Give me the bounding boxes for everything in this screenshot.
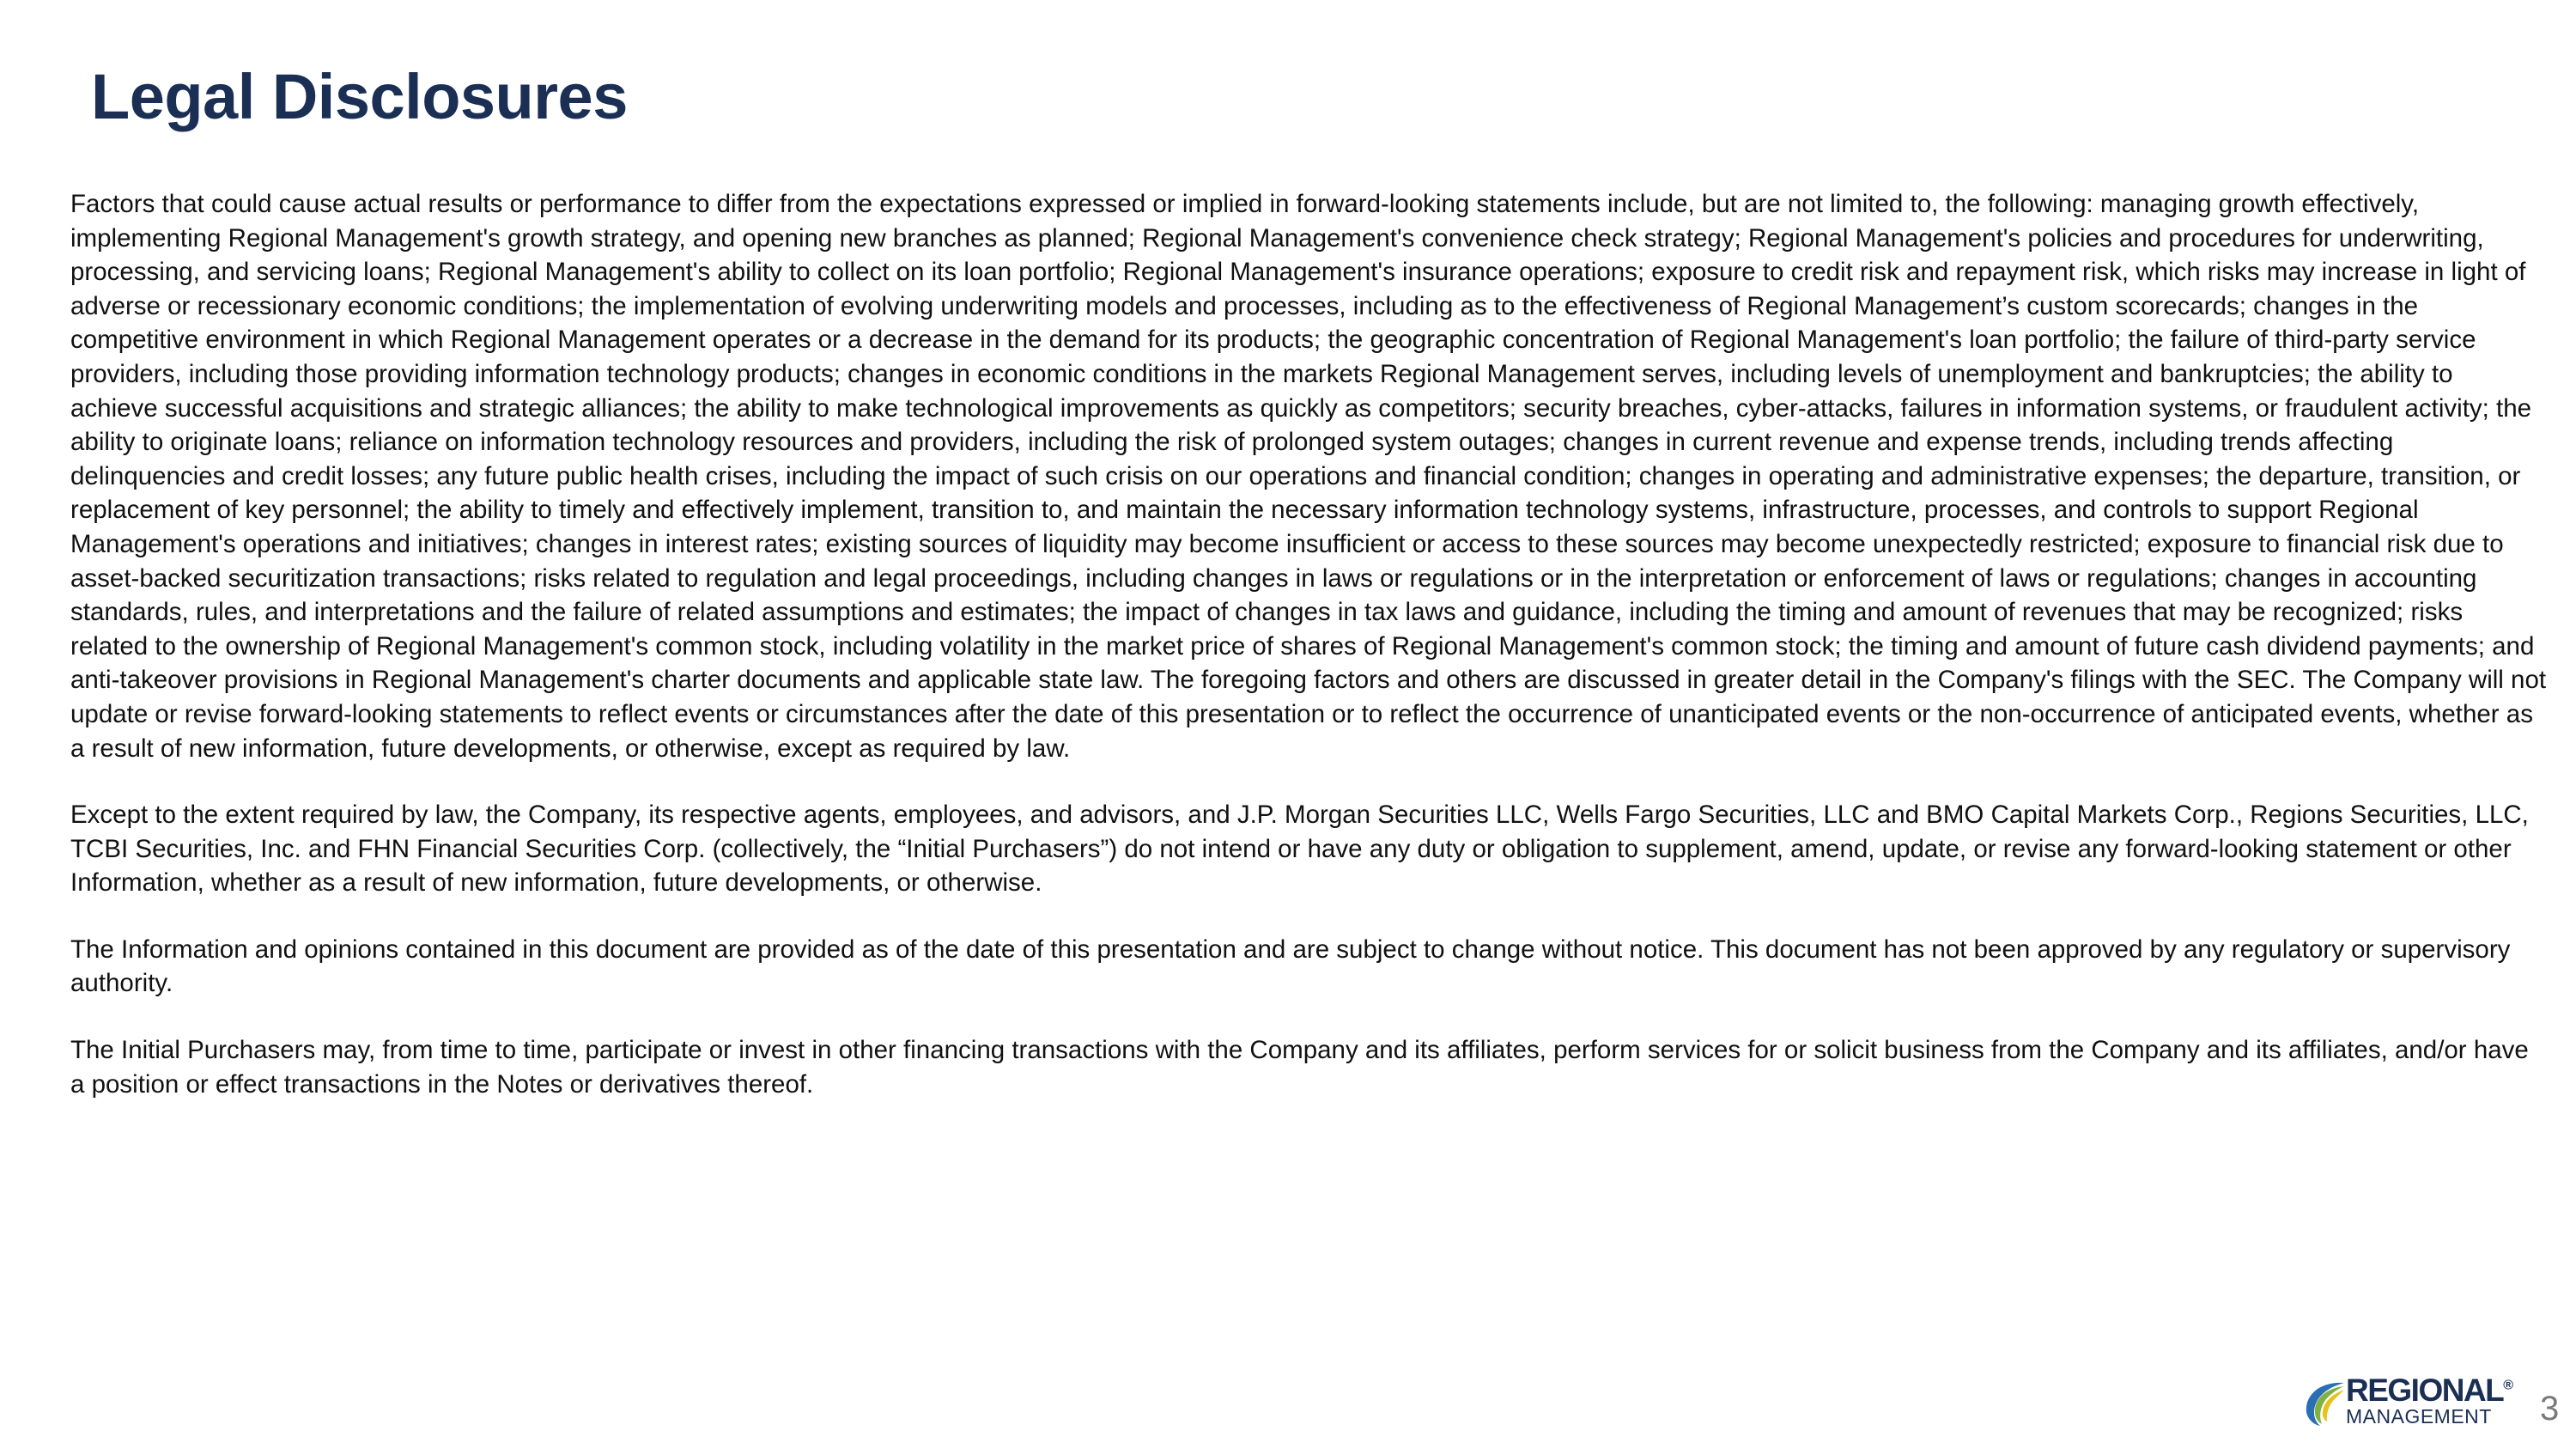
page-number: 3 bbox=[2540, 1390, 2560, 1428]
disclosure-paragraph-initial-purchasers: The Initial Purchasers may, from time to time, participate or invest in other financing transactions with the Company and its affiliates, perform services for or solicit business from the Company and its affiliates, and/or have a position or effect transactions in the Notes or derivatives thereof. bbox=[70, 1036, 2529, 1099]
disclosure-paragraph-information-validity: The Information and opinions contained in this document are provided as of the date of this presentation and are subject to change without notice. This document has not been approved by any regulatory or supervisory authority. bbox=[70, 935, 2511, 998]
logo-registered-mark: ® bbox=[2503, 1378, 2514, 1393]
logo-text-regional: REGIONAL® bbox=[2346, 1373, 2514, 1408]
logo-text-management: MANAGEMENT bbox=[2346, 1405, 2492, 1428]
logo-swoosh-icon bbox=[2301, 1378, 2349, 1428]
disclosure-body bbox=[70, 187, 2547, 1134]
page-title: Legal Disclosures bbox=[91, 61, 628, 132]
disclosure-paragraph-forward-looking-factors: Factors that could cause actual results or performance to differ from the expectations expressed or implied in forward-looking statements include, but are not limited to, the following: managing growth effectively, implementing Regional Management's growth strategy, and opening new branches as planned; Regional Management's convenience check strategy; Regional Management's policies and procedures for underwriting, processing, and servicing loans; Regional Management's ability to collect on its loan portfolio; Regional Management's insurance operations; exposure to credit risk and repayment risk, which risks may increase in light of adverse or recessionary economic conditions; the implementation of evolving underwriting models and processes, including as to the effectiveness of Regional Management’s custom scorecards; changes in the competitive environment in which Regional Management operates or a decrease in the demand for its products; the geographic concentration of Regional Management's loan portfolio; the failure of third-party service providers, including those providing information technology products; changes in economic conditions in the markets Regional Management serves, including levels of unemployment and bankruptcies; the ability to achieve successful acquisitions and strategic alliances; the ability to make technological improvements as quickly as competitors; security breaches, cyber-attacks, failures in information systems, or fraudulent activity; the ability to originate loans; reliance on information technology resources and providers, including the risk of prolonged system outages; changes in current revenue and expense trends, including trends affecting delinquencies and credit losses; any future public health crises, including the impact of such crisis on our operations and financial condition; changes in operating and administrative expenses; the departure, transition, or replacement of key personnel; the ability to timely and effectively implement, transition to, and maintain the necessary information technology systems, infrastructure, processes, and controls to support Regional Management's operations and initiatives; changes in interest rates; existing sources of liquidity may become insufficient or access to these sources may become unexpectedly restricted; exposure to financial risk due to asset-backed securitization transactions; risks related to regulation and legal proceedings, including changes in laws or regulations or in the interpretation or enforcement of laws or regulations; changes in accounting standards, rules, and interpretations and the failure of related assumptions and estimates; the impact of changes in tax laws and guidance, including the timing and amount of revenues that may be recognized; risks related to the ownership of Regional Management's common stock, including volatility in the market price of shares of Regional Management's common stock; the timing and amount of future cash dividend payments; and anti-takeover provisions in Regional Management's charter documents and applicable state law. The foregoing factors and others are discussed in greater detail in the Company's filings with the SEC. The Company will not update or revise forward-looking statements to reflect events or circumstances after the date of this presentation or to reflect the occurrence of unanticipated events or the non-occurrence of anticipated events, whether as a result of new information, future developments, or otherwise, except as required by law. bbox=[70, 190, 2547, 763]
disclosure-paragraph-no-duty-to-update: Except to the extent required by law, the Company, its respective agents, employees, and advisors, and J.P. Morgan Securities LLC, Wells Fargo Securities, LLC and BMO Capital Markets Corp., Regions Securities, LLC, TCBI Securities, Inc. and FHN Financial Securities Corp. (collectively, the “Initial Purchasers”) do not intend or have any duty or obligation to supplement, amend, update, or revise any forward-looking statement or other Information, whether as a result of new information, future developments, or otherwise. bbox=[70, 801, 2529, 898]
regional-management-logo bbox=[2301, 1374, 2518, 1429]
